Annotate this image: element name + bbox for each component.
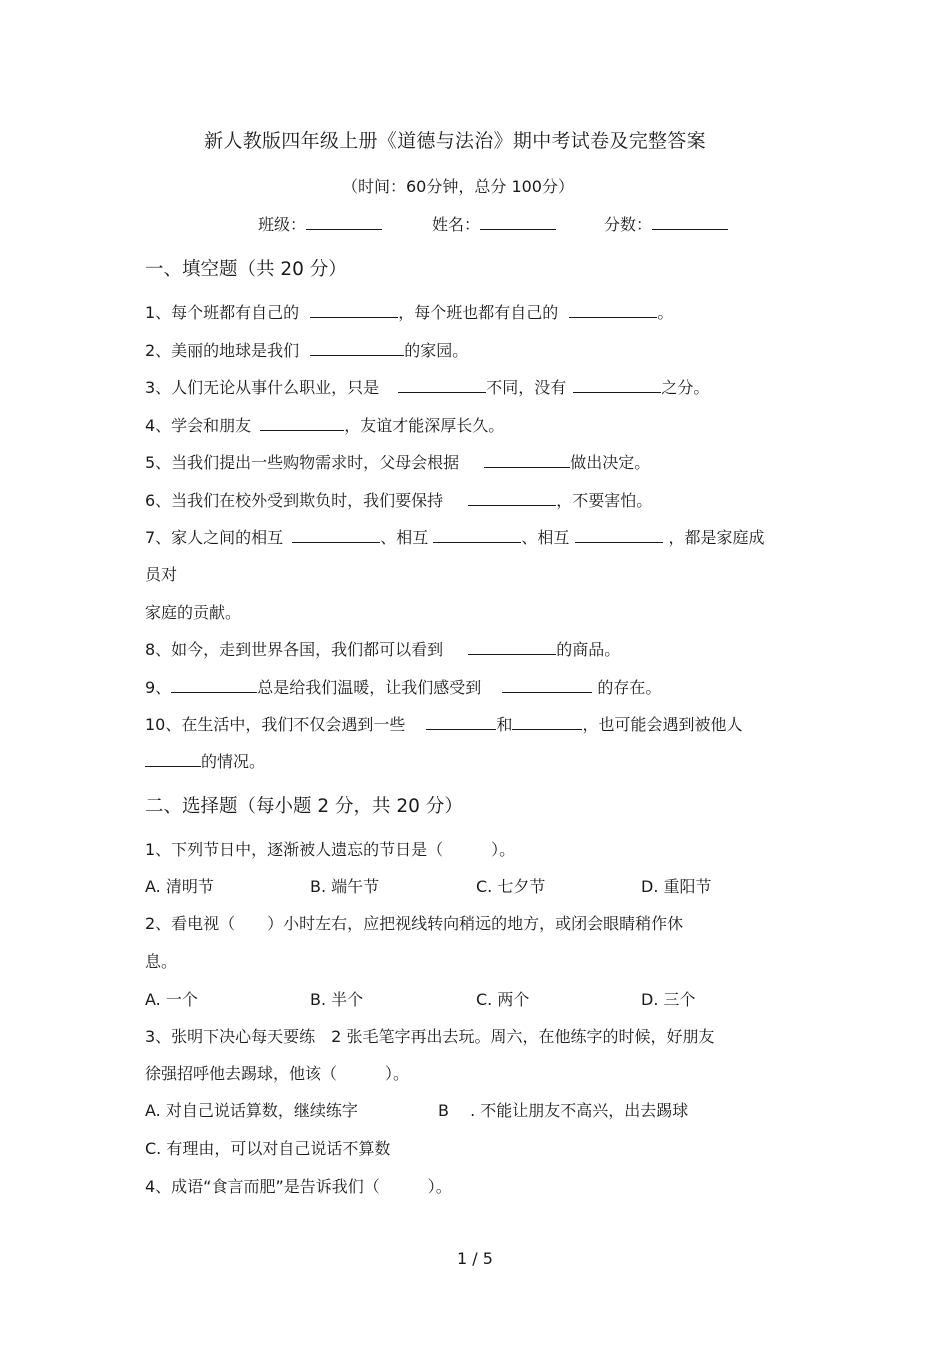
answer-blank[interactable]: [512, 713, 582, 730]
fill-question-7-cont: 家庭的贡献。: [145, 603, 242, 622]
option-c[interactable]: C. 两个: [476, 990, 530, 1009]
answer-blank[interactable]: [310, 301, 398, 318]
name-field: [432, 211, 556, 235]
exam-meta: （时间：60分钟，总分 100分）: [342, 177, 574, 196]
class-field: [258, 211, 382, 235]
answer-blank[interactable]: [433, 526, 521, 543]
name-blank[interactable]: [480, 211, 556, 230]
option-d[interactable]: D. 三个: [641, 990, 696, 1009]
name-label: 姓名：: [432, 215, 481, 234]
answer-blank[interactable]: [398, 376, 486, 393]
option-b[interactable]: B . 不能让朋友不高兴，出去踢球: [438, 1101, 689, 1120]
fill-question-8: 8、如今，走到世界各国，我们都可以看到 的商品。: [145, 640, 621, 659]
class-blank[interactable]: [306, 211, 382, 230]
answer-blank[interactable]: [484, 451, 570, 468]
answer-blank[interactable]: [575, 526, 663, 543]
fill-question-5: 5、当我们提出一些购物需求时，父母会根据 做出决定。: [145, 453, 651, 472]
choice-question-3: 3、张明下决心每天要练 2 张毛笔字再出去玩。周六，在他练字的时候，好朋友: [145, 1027, 715, 1046]
answer-blank[interactable]: [573, 376, 661, 393]
fill-question-7-cont: 员对: [145, 565, 178, 584]
choice-question-1: 1、下列节日中，逐渐被人遗忘的节日是（ ）。: [145, 840, 516, 859]
answer-blank[interactable]: [426, 713, 496, 730]
option-c[interactable]: C. 七夕节: [476, 877, 546, 896]
section-choice-heading: 二、选择题（每小题 2 分，共 20 分）: [145, 796, 463, 817]
fill-question-10: 10、在生活中，我们不仅会遇到一些 和 ，也可能会遇到被他人: [145, 715, 743, 734]
score-label: 分数：: [604, 215, 653, 234]
fill-question-6: 6、当我们在校外受到欺负时，我们要保持 ，不要害怕。: [145, 491, 653, 510]
option-c[interactable]: C. 有理由，可以对自己说话不算数: [145, 1139, 391, 1158]
option-a[interactable]: A. 对自己说话算数，继续练字: [145, 1101, 358, 1120]
answer-blank[interactable]: [145, 750, 201, 767]
answer-blank[interactable]: [171, 676, 257, 693]
answer-blank[interactable]: [292, 526, 380, 543]
choice-question-2-cont: 息。: [145, 952, 178, 971]
class-label: 班级：: [258, 215, 307, 234]
score-blank[interactable]: [652, 211, 728, 230]
option-b[interactable]: B. 半个: [310, 990, 364, 1009]
fill-question-3: 3、人们无论从事什么职业，只是 不同，没有 之分。: [145, 378, 710, 397]
fill-question-4: 4、学会和朋友 ，友谊才能深厚长久。: [145, 416, 505, 435]
option-b[interactable]: B. 端午节: [310, 877, 380, 896]
answer-blank[interactable]: [260, 414, 344, 431]
answer-blank[interactable]: [310, 339, 404, 356]
page-title: 新人教版四年级上册《道德与法治》期中考试卷及完整答案: [204, 130, 706, 152]
answer-blank[interactable]: [569, 301, 657, 318]
fill-question-2: 2、美丽的地球是我们 的家园。: [145, 341, 469, 360]
choice-question-3-cont: 徐强招呼他去踢球，他该（ ）。: [145, 1064, 410, 1083]
section-fill-in-heading: 一、填空题（共 20 分）: [145, 259, 347, 280]
option-d[interactable]: D. 重阳节: [641, 877, 712, 896]
score-field: [604, 211, 728, 235]
option-a[interactable]: A. 一个: [145, 990, 198, 1009]
fill-question-10-cont: 的情况。: [145, 749, 265, 772]
answer-blank[interactable]: [468, 638, 556, 655]
answer-blank[interactable]: [468, 489, 556, 506]
choice-question-2: 2、看电视（ ）小时左右，应把视线转向稍远的地方，或闭会眼睛稍作休: [145, 914, 684, 933]
fill-question-1: 1、每个班都有自己的 ，每个班也都有自己的 。: [145, 303, 674, 322]
fill-question-7: 7、家人之间的相互 、相互 、相互 ，都是家庭成: [145, 528, 765, 547]
answer-blank[interactable]: [502, 676, 592, 693]
option-a[interactable]: A. 清明节: [145, 877, 214, 896]
fill-question-9: 9、 总是给我们温暖，让我们感受到 的存在。: [145, 678, 662, 697]
page-number: 1 / 5: [457, 1249, 493, 1268]
choice-question-4: 4、成语“食言而肥”是告诉我们（ ）。: [145, 1177, 452, 1196]
